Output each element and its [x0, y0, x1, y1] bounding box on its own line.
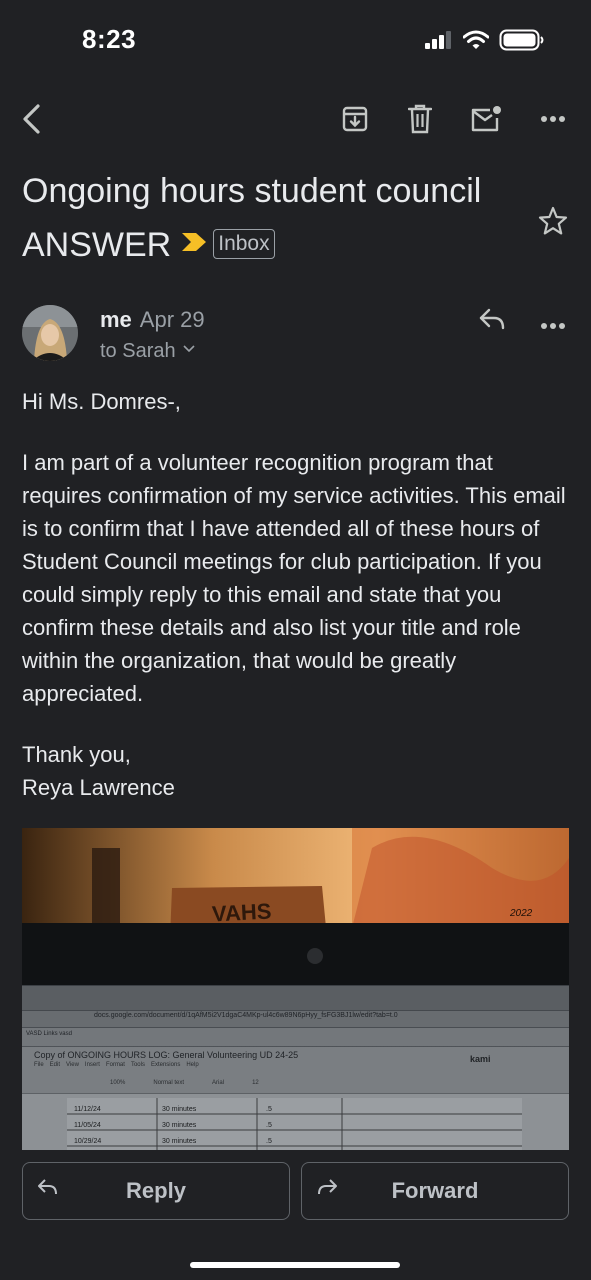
more-icon[interactable] — [535, 101, 571, 137]
photo-menu-bar — [34, 1062, 199, 1068]
photo-row-dates — [74, 1102, 101, 1150]
greeting: Hi Ms. Domres-, — [22, 389, 181, 414]
status-time: 8:23 — [82, 24, 137, 54]
attachment-photo[interactable] — [22, 828, 569, 1150]
photo-menu-item: Tools — [130, 1062, 145, 1068]
subject-text: Ongoing hours student council ANSWER — [22, 172, 482, 264]
photo-row-hour: .5 — [266, 1138, 272, 1145]
photo-doc-title: Copy of ONGOING HOURS LOG: General Volunteering UD 24-25 — [34, 1050, 299, 1060]
chevron-down-icon — [183, 345, 195, 353]
back-arrow-icon[interactable] — [14, 101, 50, 137]
photo-year-text: 2022 — [510, 908, 533, 919]
recipient-toggle[interactable] — [100, 340, 195, 363]
photo-row-duration: 30 minutes — [162, 1138, 197, 1145]
trash-icon[interactable] — [402, 101, 438, 137]
battery-icon — [499, 29, 545, 51]
photo-row-hour: .5 — [266, 1106, 272, 1113]
photo-bookmark-item: vasd — [59, 1031, 72, 1037]
photo-bookmark-item: VASD Links — [26, 1031, 58, 1037]
closing: Thank you, — [22, 742, 131, 767]
forward-button[interactable] — [301, 1162, 569, 1220]
reply-arrow-icon — [37, 1177, 59, 1203]
photo-row-durations — [162, 1102, 196, 1150]
photo-doc-toolbar — [110, 1080, 259, 1086]
reply-label: Reply — [126, 1178, 186, 1203]
email-date: Apr 29 — [139, 307, 205, 332]
photo-menu-item: Help — [186, 1062, 199, 1068]
avatar[interactable] — [22, 305, 78, 361]
forward-label: Forward — [391, 1178, 479, 1203]
inbox-label[interactable]: Inbox — [213, 229, 274, 259]
star-icon[interactable] — [537, 205, 569, 242]
photo-url-text: docs.google.com/document/d/1qAfM5i2V1dgaC4MKp-ul4c6w89N6pHyy_fsFG3BJ1lw/edit?tab=t.0 — [94, 1012, 398, 1019]
reply-button[interactable] — [22, 1162, 290, 1220]
importance-marker-icon[interactable] — [181, 216, 207, 266]
photo-row-duration: 30 minutes — [162, 1106, 197, 1113]
photo-menu-item: Format — [105, 1062, 125, 1068]
home-indicator[interactable] — [190, 1262, 400, 1268]
photo-menu-item: File — [34, 1062, 44, 1068]
wifi-icon — [463, 30, 489, 50]
recipient-text: to Sarah — [100, 340, 176, 362]
forward-arrow-icon — [316, 1177, 338, 1203]
photo-style: Normal text — [153, 1080, 185, 1086]
photo-menu-item: Extensions — [150, 1062, 181, 1068]
photo-font: Arial — [212, 1080, 225, 1086]
sender-line — [100, 307, 205, 333]
mark-unread-icon[interactable] — [468, 101, 504, 137]
photo-row-date: 11/12/24 — [74, 1106, 101, 1113]
status-icons — [425, 28, 545, 52]
photo-row-date: 11/05/24 — [74, 1122, 101, 1129]
photo-menu-item: Insert — [84, 1062, 100, 1068]
signal-icon — [425, 31, 453, 49]
photo-row-hour: .5 — [266, 1122, 272, 1129]
photo-zoom: 100% — [110, 1080, 126, 1086]
body-paragraph: I am part of a volunteer recognition program that requires confirmation of my service activities. This email is to confirm that I have attended all of these hours of Student Council meetings for club participation. If you could simply reply to this email and state that you confirm these details and also list your title and role within the organization, that would be greatly appreciated. — [22, 450, 566, 706]
photo-kami: kami — [470, 1054, 491, 1064]
photo-bookmarks — [26, 1031, 72, 1037]
photo-row-date: 10/29/24 — [74, 1138, 102, 1145]
reply-icon[interactable] — [478, 306, 506, 337]
photo-font-size: 12 — [252, 1080, 259, 1086]
photo-menu-item: Edit — [49, 1062, 61, 1068]
signature: Reya Lawrence — [22, 775, 175, 800]
archive-icon[interactable] — [337, 101, 373, 137]
photo-menu-item: View — [66, 1062, 79, 1068]
photo-row-duration: 30 minutes — [162, 1122, 197, 1129]
photo-sign-text: VAHS — [211, 898, 273, 927]
email-body — [22, 385, 577, 804]
photo-row-hours — [266, 1102, 272, 1150]
email-subject — [22, 166, 522, 270]
sender-name[interactable]: me — [100, 307, 132, 332]
message-more-icon[interactable] — [540, 317, 566, 335]
